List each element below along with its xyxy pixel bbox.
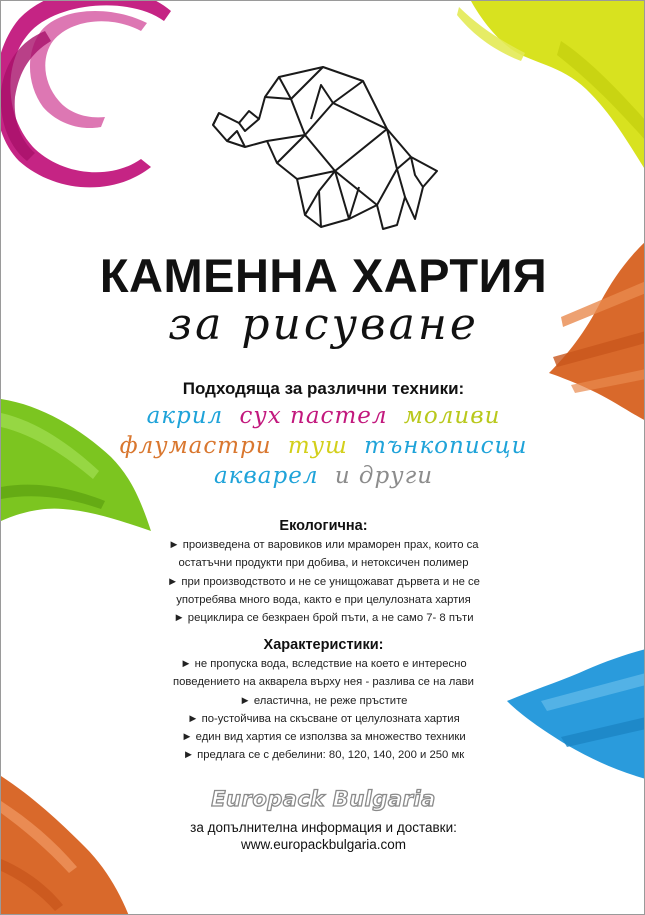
technique-pencils: моливи bbox=[403, 403, 501, 429]
technique-dry-pastel: сух пастел bbox=[239, 403, 388, 429]
contact-label: за допълнителна информация и доставки: bbox=[190, 820, 457, 835]
magenta-brush-stroke bbox=[1, 1, 171, 187]
origami-elephant-illustration bbox=[201, 59, 451, 231]
specs-line: ► еластична, не реже пръстите bbox=[239, 694, 408, 707]
technique-markers: флумастри bbox=[119, 433, 272, 459]
brand-logo: Europack Bulgaria bbox=[211, 787, 436, 811]
technique-fineliners: тънкописци bbox=[364, 433, 528, 459]
technique-others: и други bbox=[334, 463, 434, 489]
eco-list bbox=[1, 536, 645, 627]
lime-brush-stroke bbox=[457, 1, 645, 171]
techniques-line-2 bbox=[1, 433, 645, 459]
specs-heading: Характеристики: bbox=[263, 637, 384, 653]
poster-title: КАМЕННА ХАРТИЯ bbox=[99, 249, 548, 302]
specs-line: ► по-устойчива на скъсване от целулозната хартия bbox=[187, 712, 460, 725]
techniques-line-1 bbox=[1, 403, 645, 429]
specs-line: ► един вид хартия се използва за множество техники bbox=[181, 731, 466, 744]
techniques-line-3 bbox=[1, 463, 645, 489]
eco-heading: Екологична: bbox=[279, 518, 368, 534]
eco-line: употребява много вода, както е при целулозната хартия bbox=[176, 593, 471, 606]
technique-watercolor: акварел bbox=[213, 463, 319, 489]
eco-line: остатъчни продукти при добива, и нетоксичен полимер bbox=[178, 557, 469, 570]
technique-acrylic: акрил bbox=[146, 403, 224, 429]
eco-line: ► при производството и не се унищожават дърветa и не се bbox=[167, 575, 480, 588]
specs-line: ► не пропуска вода, вследствие на което е интересно bbox=[180, 658, 467, 670]
specs-list bbox=[1, 655, 645, 765]
techniques-heading: Подходяща за различни техники: bbox=[182, 379, 465, 398]
eco-line: ► рециклира се безкраен брой пъти, а не само 7- 8 пъти bbox=[173, 612, 474, 625]
eco-line: ► произведена от варовиков или мраморен прах, които са bbox=[168, 539, 479, 551]
poster-subtitle: за рисуване bbox=[168, 299, 479, 350]
technique-ink: туш bbox=[287, 433, 348, 459]
contact-block bbox=[1, 819, 645, 853]
specs-line: ► предлага се с дебелини: 80, 120, 140, 200 и 250 мк bbox=[182, 749, 465, 762]
specs-line: поведението на акварела върху нея - разлива се на лави bbox=[173, 676, 474, 689]
website-link[interactable]: www.europackbulgaria.com bbox=[240, 837, 407, 852]
